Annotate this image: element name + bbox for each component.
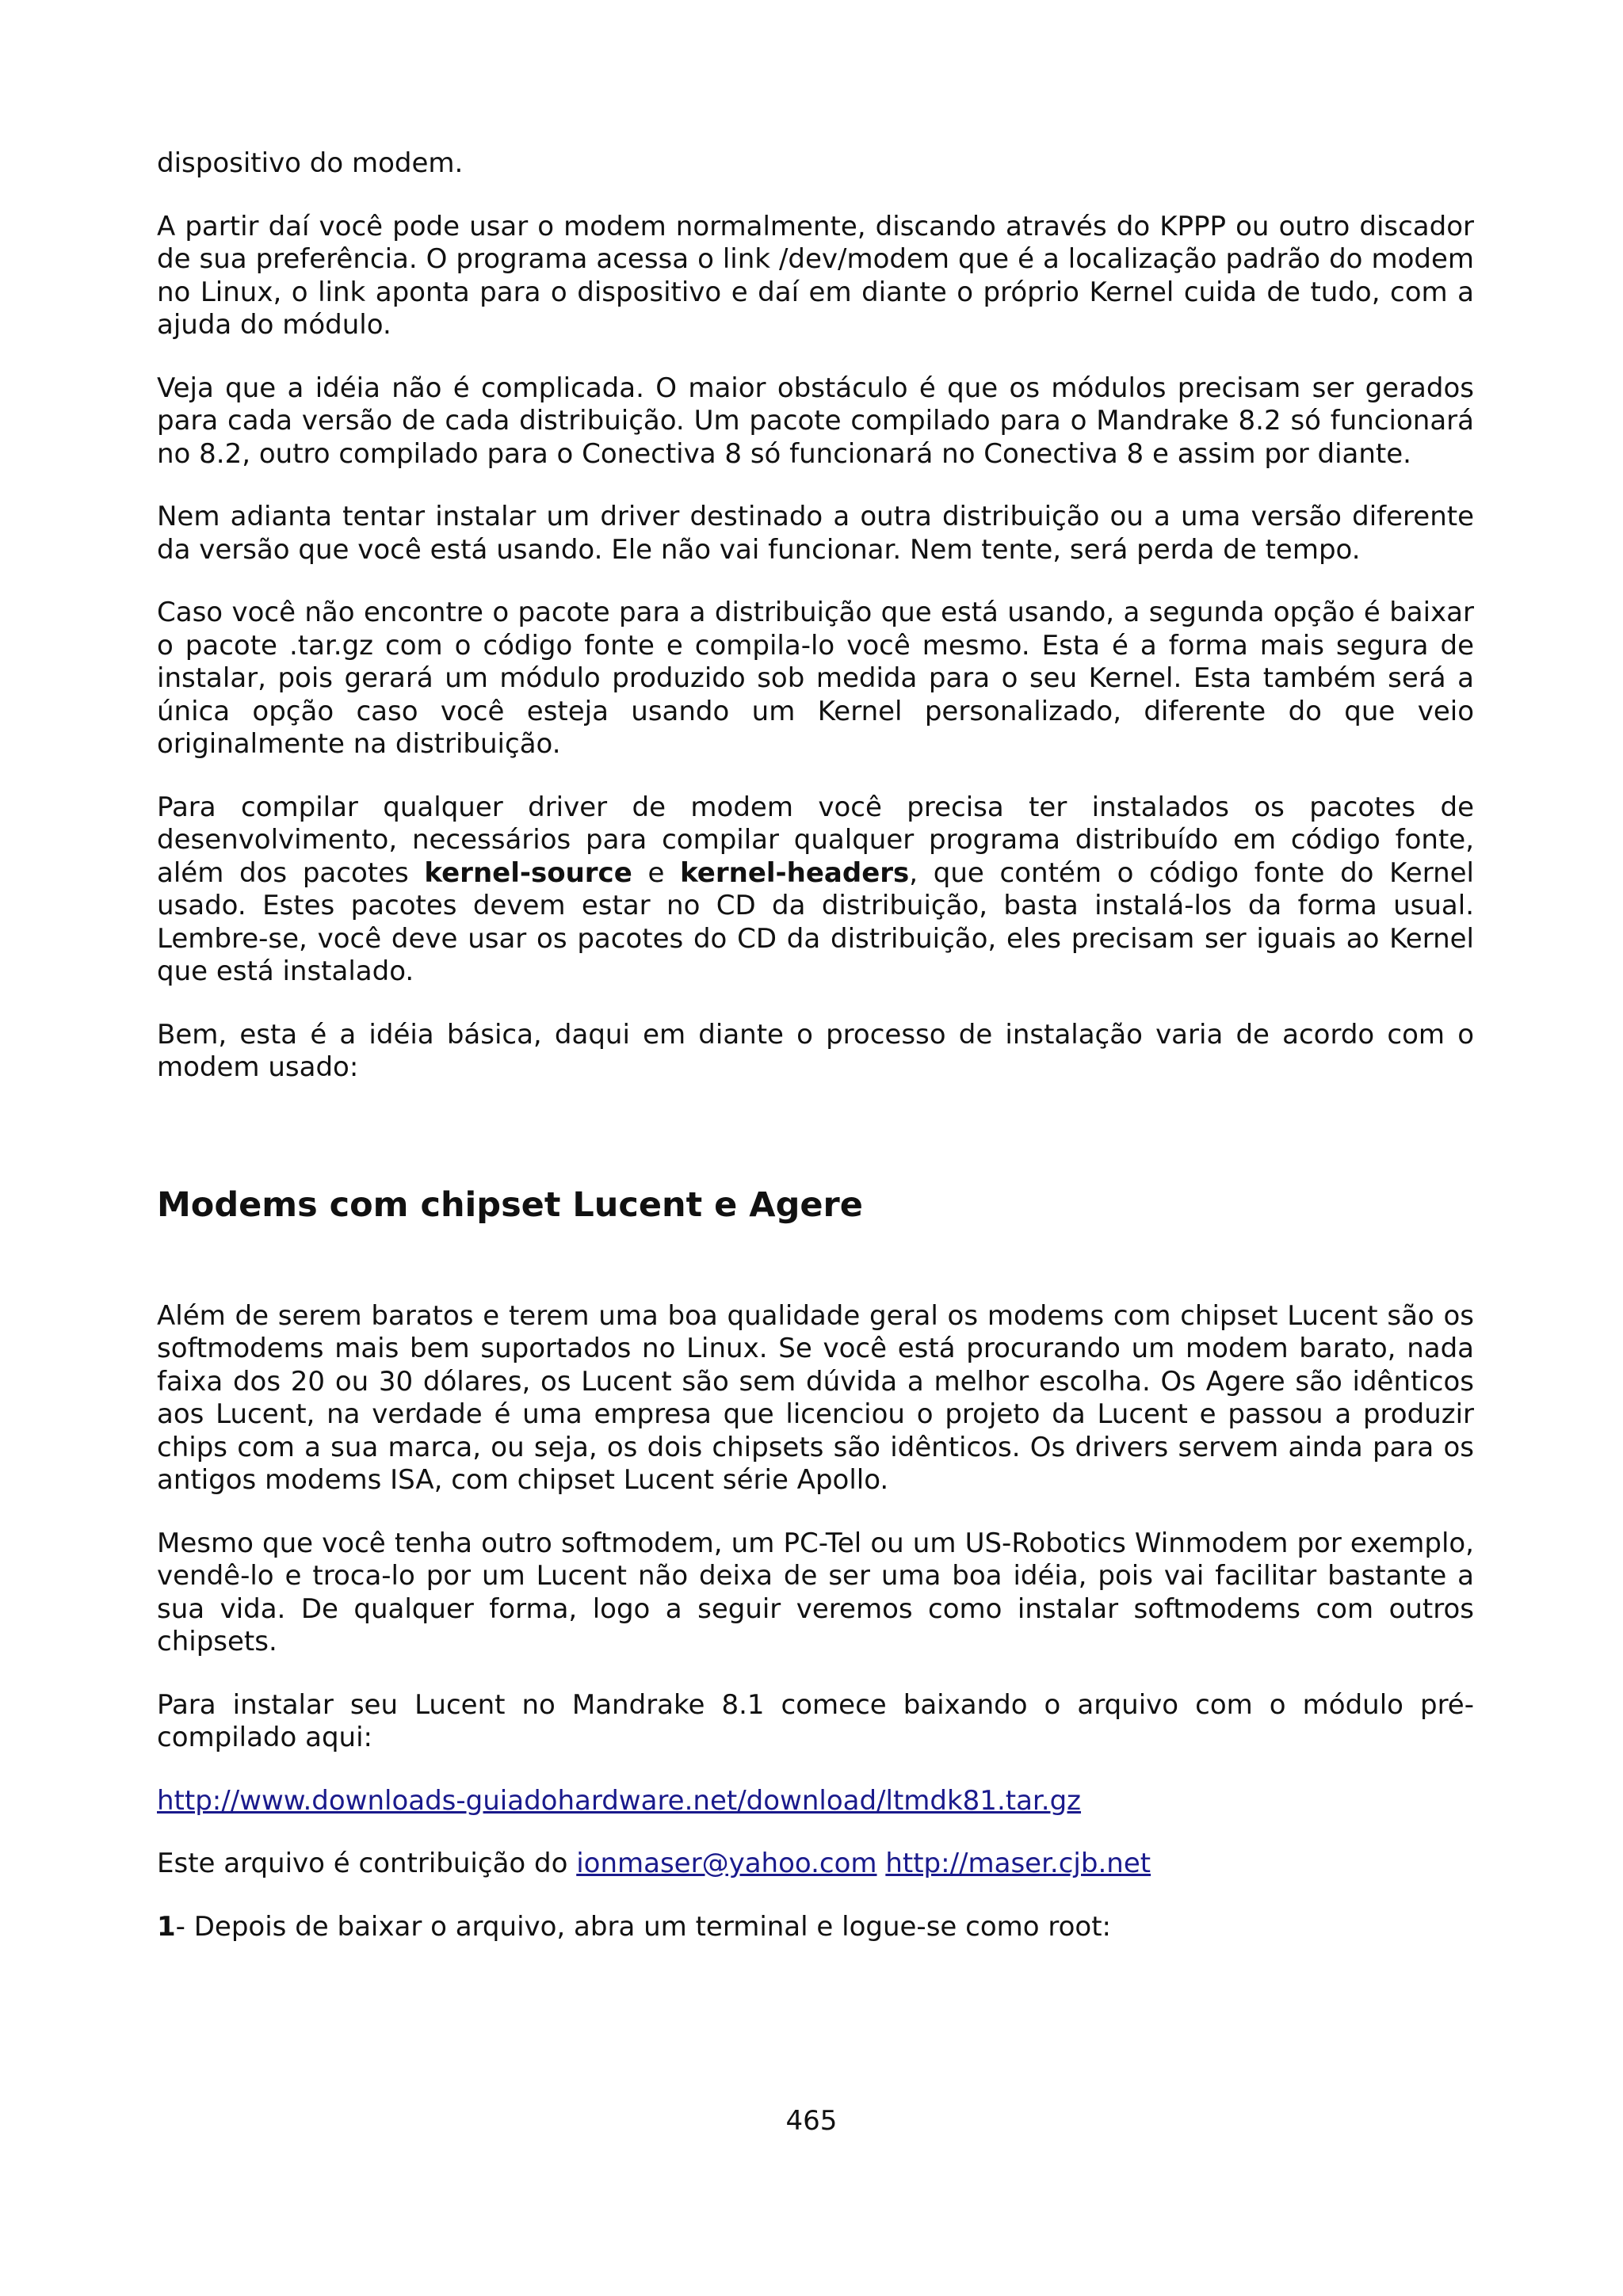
paragraph: Bem, esta é a idéia básica, daqui em diante o processo de instalação varia de acordo com o modem usado:: [157, 1018, 1474, 1083]
compile-text-1: Para compilar qualquer driver de modem você precisa ter instalados os pacotes de desenvolvimento, necessários para compilar qualquer programa distribuído em código fonte, além dos pacotes: [157, 791, 1474, 889]
spacer: [157, 1115, 1474, 1184]
step-paragraph: [157, 1911, 1474, 1944]
step-number: 1: [157, 1910, 176, 1943]
kernel-headers-term: kernel-headers: [680, 856, 910, 889]
step-text: - Depois de baixar o arquivo, abra um terminal e logue-se como root:: [175, 1910, 1111, 1943]
paragraph: Nem adianta tentar instalar um driver destinado a outra distribuição ou a uma versão diferente da versão que você está usando. Ele não vai funcionar. Nem tente, será perda de tempo.: [157, 501, 1474, 566]
site-link[interactable]: http://maser.cjb.net: [885, 1848, 1151, 1879]
spacer: [157, 1226, 1474, 1300]
paragraph: dispositivo do modem.: [157, 147, 464, 179]
separator: [877, 1848, 886, 1879]
paragraph: Veja que a idéia não é complicada. O maior obstáculo é que os módulos precisam ser gerados para cada versão de cada distribuição. Um pacote compilado para o Mandrake 8.2 só funcionará no 8.2, outro compilado para o Conectiva 8 só funcionará no Conectiva 8 e assim por diante.: [157, 372, 1474, 470]
contribution-paragraph: [157, 1848, 1474, 1881]
kernel-source-term: kernel-source: [424, 856, 632, 889]
download-link[interactable]: http://www.downloads-guiadohardware.net/download/ltmdk81.tar.gz: [157, 1784, 1082, 1817]
paragraph: Para instalar seu Lucent no Mandrake 8.1 comece baixando o arquivo com o módulo pré-compilado aqui:: [157, 1688, 1474, 1753]
contribution-text: Este arquivo é contribuição do: [157, 1848, 577, 1879]
paragraph: Mesmo que você tenha outro softmodem, um PC-Tel ou um US-Robotics Winmodem por exemplo, vendê-lo e troca-lo por um Lucent não deixa de ser uma boa idéia, pois vai facilitar bastante a sua vida. De qualquer forma, logo a seguir veremos como instalar softmodems com outros chipsets.: [157, 1527, 1474, 1657]
section-heading: Modems com chipset Lucent e Agere: [157, 1184, 863, 1225]
paragraph: Caso você não encontre o pacote para a distribuição que está usando, a segunda opção é baixar o pacote .tar.gz com o código fonte e compila-lo você mesmo. Esta é a forma mais segura de instalar, pois gerará um módulo produzido sob medida para o seu Kernel. Esta também será a única opção caso você esteja usando um Kernel personalizado, diferente do que veio originalmente na distribuição.: [157, 597, 1474, 760]
page-number: 465: [785, 2105, 838, 2137]
download-link-paragraph: [157, 1785, 1474, 1818]
page-body: [157, 147, 1474, 1974]
paragraph: Além de serem baratos e terem uma boa qualidade geral os modems com chipset Lucent são os softmodems mais bem suportados no Linux. Se você está procurando um modem barato, nada faixa dos 20 ou 30 dólares, os Lucent são sem dúvida a melhor escolha. Os Agere são idênticos aos Lucent, na verdade é uma empresa que licenciou o projeto da Lucent e passou a produzir chips com a sua marca, ou seja, os dois chipsets são idênticos. Os drivers servem ainda para os antigos modems ISA, com chipset Lucent série Apollo.: [157, 1299, 1474, 1496]
paragraph: A partir daí você pode usar o modem normalmente, discando através do KPPP ou outro discador de sua preferência. O programa acessa o link /dev/modem que é a localização padrão do modem no Linux, o link aponta para o dispositivo e daí em diante o próprio Kernel cuida de tudo, com a ajuda do módulo.: [157, 210, 1474, 341]
compile-text-2: e: [632, 856, 681, 889]
compile-text-3: , que contém o código fonte do Kernel usado. Estes pacotes devem estar no CD da distribuição, basta instalá-los da forma usual. Lembre-se, você deve usar os pacotes do CD da distribuição, eles precisam ser iguais ao Kernel que está instalado.: [157, 856, 1474, 987]
email-link[interactable]: ionmaser@yahoo.com: [576, 1848, 877, 1879]
compile-paragraph: [157, 791, 1474, 989]
